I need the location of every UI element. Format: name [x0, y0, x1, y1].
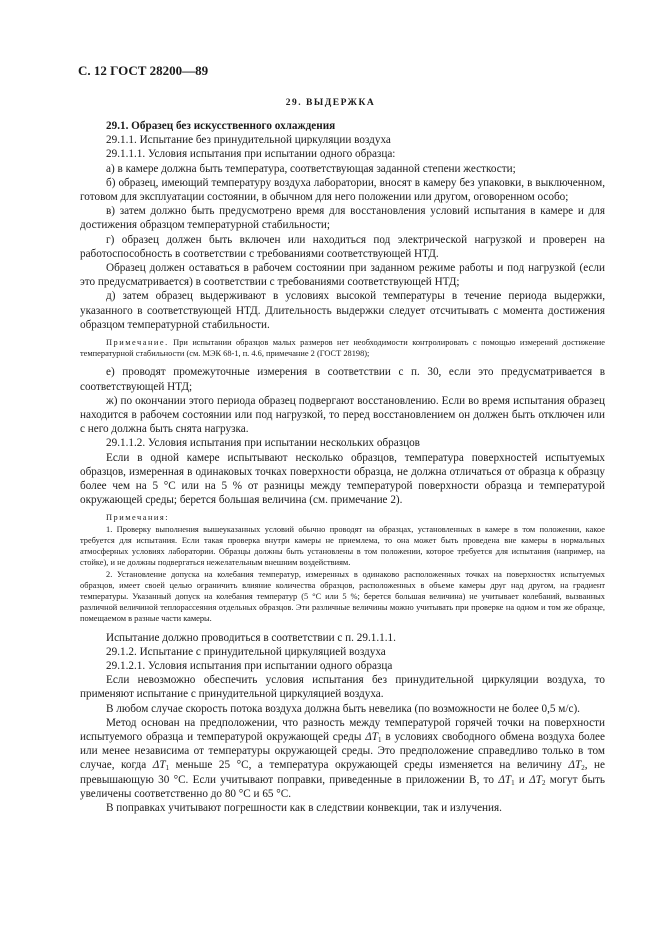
paragraph-method: Метод основан на предположении, что разность между температурой горячей точки на поверхности испытуемого образца и температурой окружающей среды $\Delta T_1$ в условиях свободного обмена воздуха более или менее независима от температуры окружающей среды. Это предположение справедливо только в том случае, когда $\Delta T_1$ меньше 25 °С, а температура окружающей среды изменяется на величину $\Delta T_2$, не превышающую 30 °С. Если учитывают поправки, приведенные в приложении В, то $\Delta T_1$ и $\Delta T_2$ могут быть увеличены соответственно до 80 °С и 65 °С.	[80, 716, 605, 800]
paragraph-forced-circulation: Если невозможно обеспечить условия испытания без принудительной циркуляции воздуха, то применяют испытание с принудительной циркуляцией воздуха.	[80, 674, 605, 701]
paragraph-air-speed: В любом случае скорость потока воздуха должна быть невелика (по возможности не более 0,5 м/с).	[106, 702, 580, 715]
item-b: б) образец, имеющий температуру воздуха лаборатории, вносят в камеру без упаковки, в выключенном, готовом для эксплуатации состоянии, в обычном для него положении или другом, оговоренном особо;	[80, 176, 605, 204]
paragraph-operating-state: Образец должен оставаться в рабочем состоянии при заданном режиме работы и под нагрузкой (если это предусматривается) в соответствии с требованиями соответствующей НТД;	[80, 262, 605, 289]
note-1	[80, 337, 605, 359]
paragraph-multiple-samples: Если в одной камере испытывают несколько образцов, температура поверхностей испытуемых образцов, измеренная в одинаковых точках поверхности образца, не должна отличаться от образца к образцу более чем на 5 °С или на 5 % от разницы между температурой поверхности образца и температурой окружающей среды; берется большая величина (см. примечание 2).	[80, 451, 605, 507]
item-zh: ж) по окончании этого периода образец подвергают восстановлению. Если во время испытания образец находится в рабочем состоянии или под нагрузкой, то перед восстановлением он должен быть отключен или с него должна быть снята нагрузка.	[80, 394, 605, 436]
clause-29-1-1-1: 29.1.1.1. Условия испытания при испытании одного образца:	[106, 148, 396, 161]
notes-label: Примечания:	[106, 513, 170, 523]
item-v: в) затем должно быть предусмотрено время для восстановления условий испытания в камере и для достижения образцом температурной стабильности;	[80, 205, 605, 232]
note-b: 2. Установление допуска на колебания температур, измеренных в одинаково расположенных точках на поверхностях испытуемых образцов, имеет своей целью ограничить влияние количества образцов, расположенных в объеме камеры друг над другом, на градиент температуры. Указанный допуск на колебания температур (5 °С или 5 %; берется большая величина) не учитывает колебаний, вызванных различной величиной теплорассеяния отдельных образцов. Эти различные величины можно учитывать при проверке на одном и том же образце, помещаемом в разные части камеры.	[80, 569, 605, 624]
clause-29-1-1-2: 29.1.1.2. Условия испытания при испытании нескольких образцов	[106, 437, 420, 450]
section-title: 29. ВЫДЕРЖКА	[285, 98, 376, 108]
clause-29-1-2-1: 29.1.2.1. Условия испытания при испытании одного образца	[106, 659, 393, 672]
note-1-label: Примечание.	[106, 338, 169, 348]
item-g: г) образец должен быть включен или находиться под электрической нагрузкой и проверен на работоспособность в соответствии с требованиями соответствующей НТД.	[80, 233, 605, 260]
document-body	[80, 119, 605, 815]
clause-29-1-heading: 29.1. Образец без искусственного охлаждения	[106, 120, 336, 132]
clause-29-1-2: 29.1.2. Испытание с принудительной циркуляцией воздуха	[106, 645, 386, 658]
paragraph-corrections: В поправках учитывают погрешности как в следствии конвекции, так и излучения.	[106, 801, 502, 814]
page-header: С. 12 ГОСТ 28200—89	[78, 63, 209, 78]
note-1-text: При испытании образцов малых размеров нет необходимости контролировать с помощью измерений достижение температурной стабильности (см. МЭК 68-1, п. 4.6, примечание 2 (ГОСТ 28198);	[80, 338, 605, 359]
item-a: а) в камере должна быть температура, соответствующая заданной степени жесткости;	[106, 162, 516, 175]
item-d: д) затем образец выдерживают в условиях высокой температуры в течение периода выдержки, указанного в соответствующей НТД. Длительность выдержки следует отсчитывать с момента достижения образцом температурной стабильности.	[80, 290, 605, 331]
note-a: 1. Проверку выполнения вышеуказанных условий обычно проводят на образцах, установленных в камере в том положении, какое требуется для испытания. Если такая проверка внутри камеры не приемлема, то она может быть проведена вне камеры в нормальных атмосферных условиях лаборатории. Образцы должны быть установлены в том положении, которое требуется для испытания (например, на стойке), и не должны подвергаться нежелательным внешним воздействиям.	[80, 524, 605, 568]
item-e: е) проводят промежуточные измерения в соответствии с п. 30, если это предусматривается в соответствующей НТД;	[80, 366, 605, 393]
paragraph-test-per-clause: Испытание должно проводиться в соответствии с п. 29.1.1.1.	[106, 631, 396, 644]
clause-29-1-1: 29.1.1. Испытание без принудительной циркуляции воздуха	[106, 134, 391, 147]
